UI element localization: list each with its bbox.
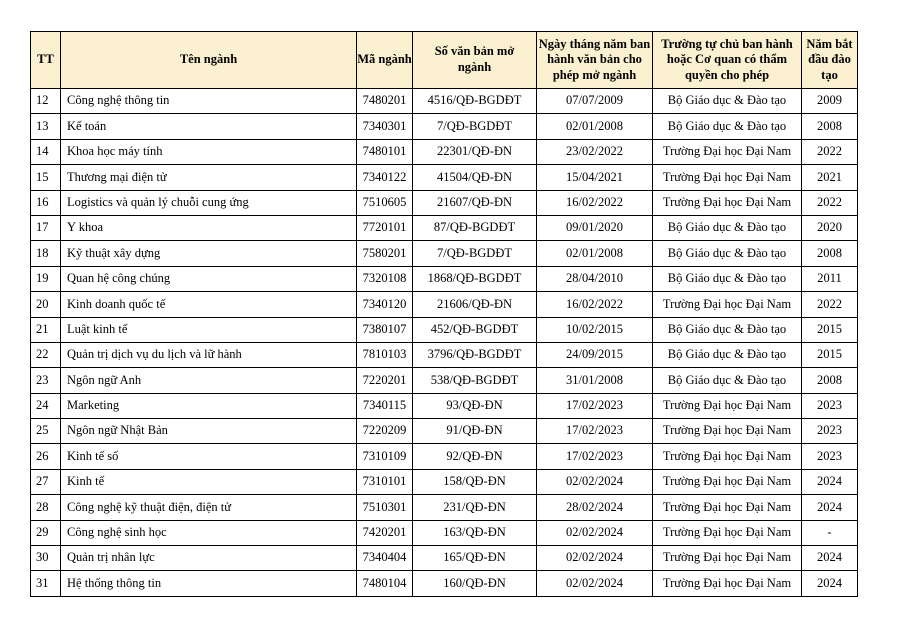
cell-name: Công nghệ sinh học	[61, 520, 357, 545]
cell-code: 7510301	[357, 495, 413, 520]
cell-tt: 22	[31, 342, 61, 367]
cell-code: 7220209	[357, 419, 413, 444]
cell-date: 24/09/2015	[537, 342, 653, 367]
cell-year: -	[802, 520, 858, 545]
cell-tt: 30	[31, 546, 61, 571]
table-row	[31, 393, 858, 418]
cell-code: 7810103	[357, 342, 413, 367]
cell-tt: 31	[31, 571, 61, 596]
cell-year: 2008	[802, 241, 858, 266]
majors-table	[30, 31, 858, 597]
cell-year: 2008	[802, 368, 858, 393]
cell-tt: 19	[31, 266, 61, 291]
cell-year: 2024	[802, 495, 858, 520]
cell-date: 10/02/2015	[537, 317, 653, 342]
cell-code: 7420201	[357, 520, 413, 545]
cell-authority: Trường Đại học Đại Nam	[653, 495, 802, 520]
cell-doc-no: 163/QĐ-ĐN	[413, 520, 537, 545]
cell-code: 7340122	[357, 165, 413, 190]
cell-name: Quản trị dịch vụ du lịch và lữ hành	[61, 342, 357, 367]
table-row	[31, 520, 858, 545]
cell-code: 7340120	[357, 292, 413, 317]
table-row	[31, 190, 858, 215]
cell-year: 2011	[802, 266, 858, 291]
cell-tt: 23	[31, 368, 61, 393]
cell-authority: Trường Đại học Đại Nam	[653, 190, 802, 215]
cell-authority: Bộ Giáo dục & Đào tạo	[653, 114, 802, 139]
cell-date: 28/04/2010	[537, 266, 653, 291]
header-authority: Trường tự chủ ban hành hoặc Cơ quan có thẩm quyền cho phép	[653, 32, 802, 89]
cell-date: 07/07/2009	[537, 89, 653, 114]
cell-date: 02/02/2024	[537, 469, 653, 494]
table-header-row	[31, 32, 858, 89]
table-row	[31, 114, 858, 139]
table-row	[31, 215, 858, 240]
table-row	[31, 495, 858, 520]
table-row	[31, 89, 858, 114]
cell-doc-no: 4516/QĐ-BGDĐT	[413, 89, 537, 114]
table-row	[31, 444, 858, 469]
cell-tt: 18	[31, 241, 61, 266]
cell-date: 02/02/2024	[537, 546, 653, 571]
header-name: Tên ngành	[61, 32, 357, 89]
cell-doc-no: 7/QĐ-BGDĐT	[413, 114, 537, 139]
cell-year: 2023	[802, 419, 858, 444]
cell-authority: Trường Đại học Đại Nam	[653, 546, 802, 571]
cell-authority: Trường Đại học Đại Nam	[653, 139, 802, 164]
table-row	[31, 139, 858, 164]
cell-doc-no: 3796/QĐ-BGDĐT	[413, 342, 537, 367]
cell-name: Kinh tế	[61, 469, 357, 494]
cell-doc-no: 93/QĐ-ĐN	[413, 393, 537, 418]
cell-date: 16/02/2022	[537, 292, 653, 317]
table-row	[31, 165, 858, 190]
cell-code: 7340301	[357, 114, 413, 139]
cell-name: Hệ thống thông tin	[61, 571, 357, 596]
cell-code: 7340115	[357, 393, 413, 418]
header-code: Mã ngành	[357, 32, 413, 89]
cell-tt: 20	[31, 292, 61, 317]
cell-authority: Trường Đại học Đại Nam	[653, 469, 802, 494]
table-row	[31, 241, 858, 266]
cell-name: Ngôn ngữ Anh	[61, 368, 357, 393]
cell-doc-no: 158/QĐ-ĐN	[413, 469, 537, 494]
cell-name: Luật kinh tế	[61, 317, 357, 342]
cell-name: Marketing	[61, 393, 357, 418]
cell-doc-no: 7/QĐ-BGDĐT	[413, 241, 537, 266]
cell-authority: Bộ Giáo dục & Đào tạo	[653, 317, 802, 342]
cell-date: 02/02/2024	[537, 520, 653, 545]
cell-year: 2023	[802, 393, 858, 418]
header-tt: TT	[31, 32, 61, 89]
cell-name: Công nghệ thông tin	[61, 89, 357, 114]
cell-name: Quản trị nhân lực	[61, 546, 357, 571]
cell-code: 7310109	[357, 444, 413, 469]
cell-tt: 15	[31, 165, 61, 190]
table-row	[31, 368, 858, 393]
cell-authority: Trường Đại học Đại Nam	[653, 444, 802, 469]
cell-tt: 13	[31, 114, 61, 139]
cell-date: 17/02/2023	[537, 444, 653, 469]
table-row	[31, 317, 858, 342]
cell-doc-no: 1868/QĐ-BGDĐT	[413, 266, 537, 291]
cell-year: 2023	[802, 444, 858, 469]
table-row	[31, 571, 858, 596]
cell-tt: 14	[31, 139, 61, 164]
cell-code: 7320108	[357, 266, 413, 291]
cell-authority: Bộ Giáo dục & Đào tạo	[653, 215, 802, 240]
cell-tt: 17	[31, 215, 61, 240]
cell-date: 17/02/2023	[537, 393, 653, 418]
cell-authority: Trường Đại học Đại Nam	[653, 520, 802, 545]
header-year: Năm bắt đầu đào tạo	[802, 32, 858, 89]
cell-doc-no: 87/QĐ-BGDĐT	[413, 215, 537, 240]
cell-date: 31/01/2008	[537, 368, 653, 393]
cell-year: 2008	[802, 114, 858, 139]
cell-doc-no: 452/QĐ-BGDĐT	[413, 317, 537, 342]
table-row	[31, 419, 858, 444]
cell-code: 7380107	[357, 317, 413, 342]
cell-year: 2024	[802, 546, 858, 571]
cell-tt: 29	[31, 520, 61, 545]
cell-name: Kinh doanh quốc tế	[61, 292, 357, 317]
cell-authority: Trường Đại học Đại Nam	[653, 165, 802, 190]
cell-authority: Bộ Giáo dục & Đào tạo	[653, 266, 802, 291]
cell-name: Khoa học máy tính	[61, 139, 357, 164]
cell-name: Công nghệ kỹ thuật điện, điện tử	[61, 495, 357, 520]
cell-doc-no: 165/QĐ-ĐN	[413, 546, 537, 571]
cell-tt: 25	[31, 419, 61, 444]
cell-doc-no: 92/QĐ-ĐN	[413, 444, 537, 469]
cell-code: 7510605	[357, 190, 413, 215]
cell-authority: Trường Đại học Đại Nam	[653, 292, 802, 317]
cell-year: 2015	[802, 317, 858, 342]
cell-doc-no: 91/QĐ-ĐN	[413, 419, 537, 444]
cell-year: 2024	[802, 571, 858, 596]
cell-year: 2022	[802, 292, 858, 317]
cell-date: 16/02/2022	[537, 190, 653, 215]
cell-year: 2015	[802, 342, 858, 367]
cell-doc-no: 21607/QĐ-ĐN	[413, 190, 537, 215]
table-row	[31, 266, 858, 291]
cell-year: 2009	[802, 89, 858, 114]
cell-year: 2022	[802, 190, 858, 215]
cell-authority: Trường Đại học Đại Nam	[653, 571, 802, 596]
table-body	[31, 89, 858, 597]
cell-doc-no: 538/QĐ-BGDĐT	[413, 368, 537, 393]
cell-date: 02/01/2008	[537, 114, 653, 139]
cell-code: 7310101	[357, 469, 413, 494]
cell-tt: 12	[31, 89, 61, 114]
cell-code: 7580201	[357, 241, 413, 266]
cell-authority: Bộ Giáo dục & Đào tạo	[653, 241, 802, 266]
cell-authority: Trường Đại học Đại Nam	[653, 419, 802, 444]
cell-doc-no: 22301/QĐ-ĐN	[413, 139, 537, 164]
cell-tt: 27	[31, 469, 61, 494]
cell-name: Logistics và quản lý chuỗi cung ứng	[61, 190, 357, 215]
cell-date: 15/04/2021	[537, 165, 653, 190]
cell-code: 7340404	[357, 546, 413, 571]
cell-doc-no: 160/QĐ-ĐN	[413, 571, 537, 596]
cell-doc-no: 21606/QĐ-ĐN	[413, 292, 537, 317]
cell-name: Ngôn ngữ Nhật Bản	[61, 419, 357, 444]
cell-name: Kỹ thuật xây dựng	[61, 241, 357, 266]
cell-date: 17/02/2023	[537, 419, 653, 444]
cell-code: 7480104	[357, 571, 413, 596]
cell-date: 02/01/2008	[537, 241, 653, 266]
cell-code: 7480101	[357, 139, 413, 164]
cell-tt: 21	[31, 317, 61, 342]
cell-date: 09/01/2020	[537, 215, 653, 240]
cell-year: 2024	[802, 469, 858, 494]
cell-authority: Trường Đại học Đại Nam	[653, 393, 802, 418]
header-doc-no: Số văn bản mở ngành	[413, 32, 537, 89]
cell-code: 7220201	[357, 368, 413, 393]
cell-authority: Bộ Giáo dục & Đào tạo	[653, 342, 802, 367]
cell-name: Y khoa	[61, 215, 357, 240]
cell-tt: 16	[31, 190, 61, 215]
cell-authority: Bộ Giáo dục & Đào tạo	[653, 368, 802, 393]
cell-tt: 28	[31, 495, 61, 520]
cell-authority: Bộ Giáo dục & Đào tạo	[653, 89, 802, 114]
cell-name: Thương mại điện tử	[61, 165, 357, 190]
table-row	[31, 546, 858, 571]
cell-name: Kinh tế số	[61, 444, 357, 469]
cell-name: Quan hệ công chúng	[61, 266, 357, 291]
cell-doc-no: 41504/QĐ-ĐN	[413, 165, 537, 190]
cell-date: 28/02/2024	[537, 495, 653, 520]
table-row	[31, 292, 858, 317]
header-date: Ngày tháng năm ban hành văn bản cho phép mở ngành	[537, 32, 653, 89]
cell-date: 02/02/2024	[537, 571, 653, 596]
cell-code: 7480201	[357, 89, 413, 114]
cell-year: 2022	[802, 139, 858, 164]
cell-year: 2020	[802, 215, 858, 240]
cell-date: 23/02/2022	[537, 139, 653, 164]
cell-name: Kế toán	[61, 114, 357, 139]
table-row	[31, 342, 858, 367]
cell-tt: 24	[31, 393, 61, 418]
cell-tt: 26	[31, 444, 61, 469]
cell-code: 7720101	[357, 215, 413, 240]
cell-year: 2021	[802, 165, 858, 190]
cell-doc-no: 231/QĐ-ĐN	[413, 495, 537, 520]
table-row	[31, 469, 858, 494]
